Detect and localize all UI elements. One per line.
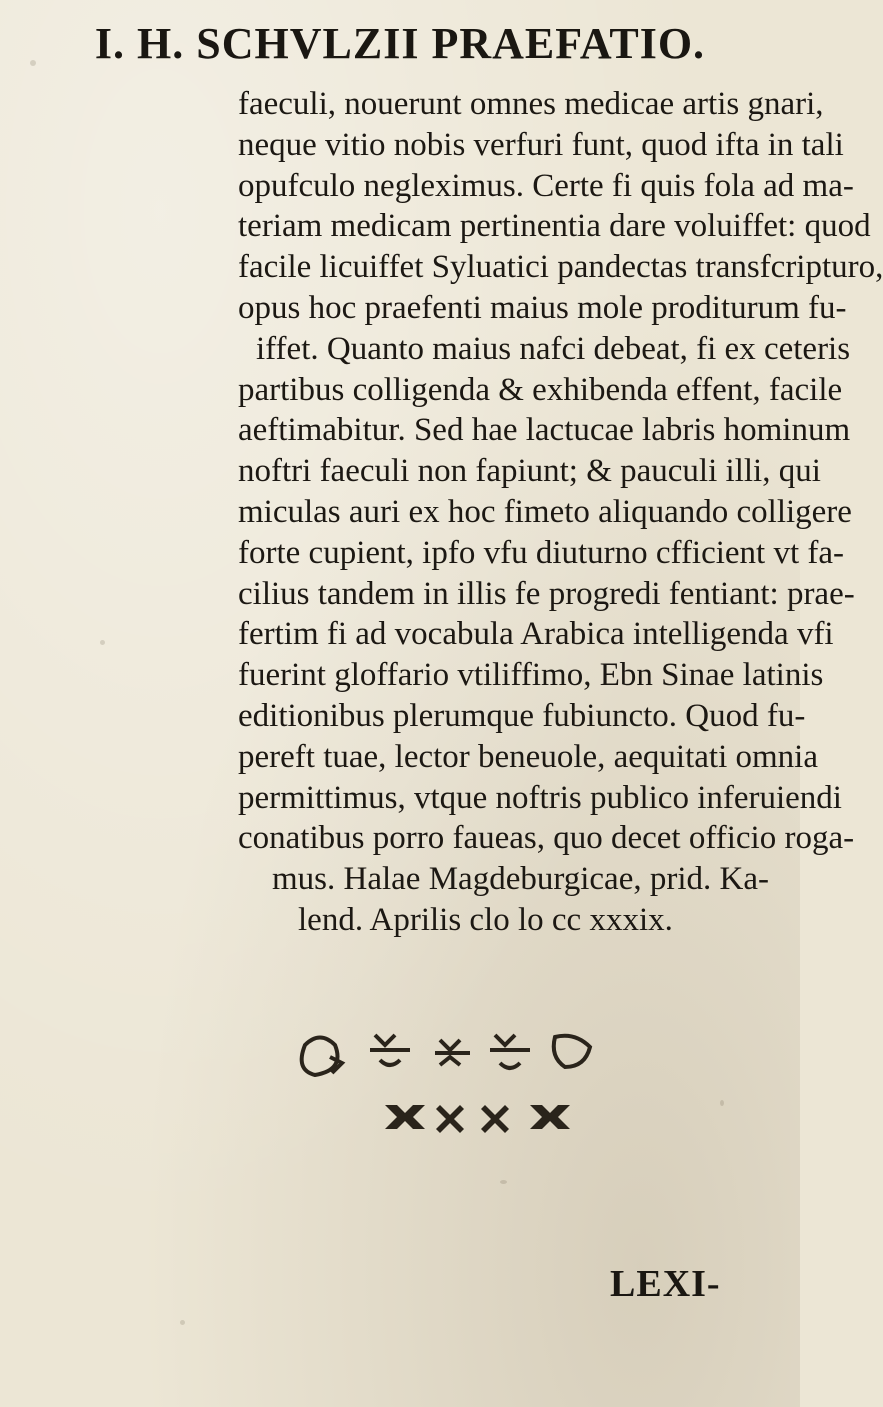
running-head: I. H. SCHVLZII PRAEFATIO.: [94, 19, 706, 68]
text-line: iffet. Quanto maius nafci debeat, fi ex ceteris: [256, 330, 851, 367]
catchword: LEXI-: [610, 1263, 721, 1305]
text-line: conatibus porro faueas, quo decet officio roga-: [238, 820, 855, 857]
foxing-spot: [100, 640, 105, 645]
text-line: teriam medicam pertinentia dare voluiffet: quod: [238, 208, 871, 245]
text-line: cilius tandem in illis fe progredi fentiant: prae-: [238, 575, 855, 612]
text-line: neque vitio nobis verfuri funt, quod ifta in tali: [238, 126, 844, 163]
text-line: faeculi, nouerunt omnes medicae artis gnari,: [238, 86, 824, 122]
text-line: facile licuiffet Syluatici pandectas transfcripturo,: [238, 249, 883, 286]
text-line: miculas auri ex hoc fimeto aliquando colligere: [238, 493, 852, 530]
text-line: mus. Halae Magdeburgicae, prid. Ka-: [272, 861, 769, 898]
text-line: partibus colligenda & exhibenda effent, facile: [238, 371, 843, 408]
text-line: forte cupient, ipfo vfu diuturno cfficient vt fa-: [238, 534, 845, 571]
text-line: fuerint gloffario vtiliffimo, Ebn Sinae latinis: [238, 657, 824, 694]
preface-text-block: [238, 84, 883, 941]
ornament-row-bottom: [385, 1105, 570, 1133]
text-line: pereft tuae, lector beneuole, aequitati omnia: [238, 738, 818, 775]
foxing-spot: [720, 1100, 724, 1106]
text-line: opufculo neglеximus. Certe fi quis fola ad ma-: [238, 167, 854, 204]
ornament-row-top: [302, 1035, 590, 1075]
text-line: aeftimabitur. Sed hae lactucae labris hominum: [238, 412, 851, 449]
printers-ornament: [290, 1025, 620, 1175]
text-line: permittimus, vtque noftris publico inferuiendi: [238, 779, 842, 816]
text-line: opus hoc praefenti maius mole proditurum fu-: [238, 289, 847, 326]
text-line: noftri faeculi non fapiunt; & pauculi illi, qui: [238, 453, 821, 490]
foxing-spot: [500, 1180, 507, 1184]
foxing-spot: [180, 1320, 185, 1325]
text-line: editionibus plerumque fubiuncto. Quod fu-: [238, 697, 806, 734]
text-line: fertim fi ad vocabula Arabica intelligenda vfi: [238, 616, 834, 653]
text-line: lend. Aprilis clo lo cc xxxix.: [298, 901, 673, 938]
